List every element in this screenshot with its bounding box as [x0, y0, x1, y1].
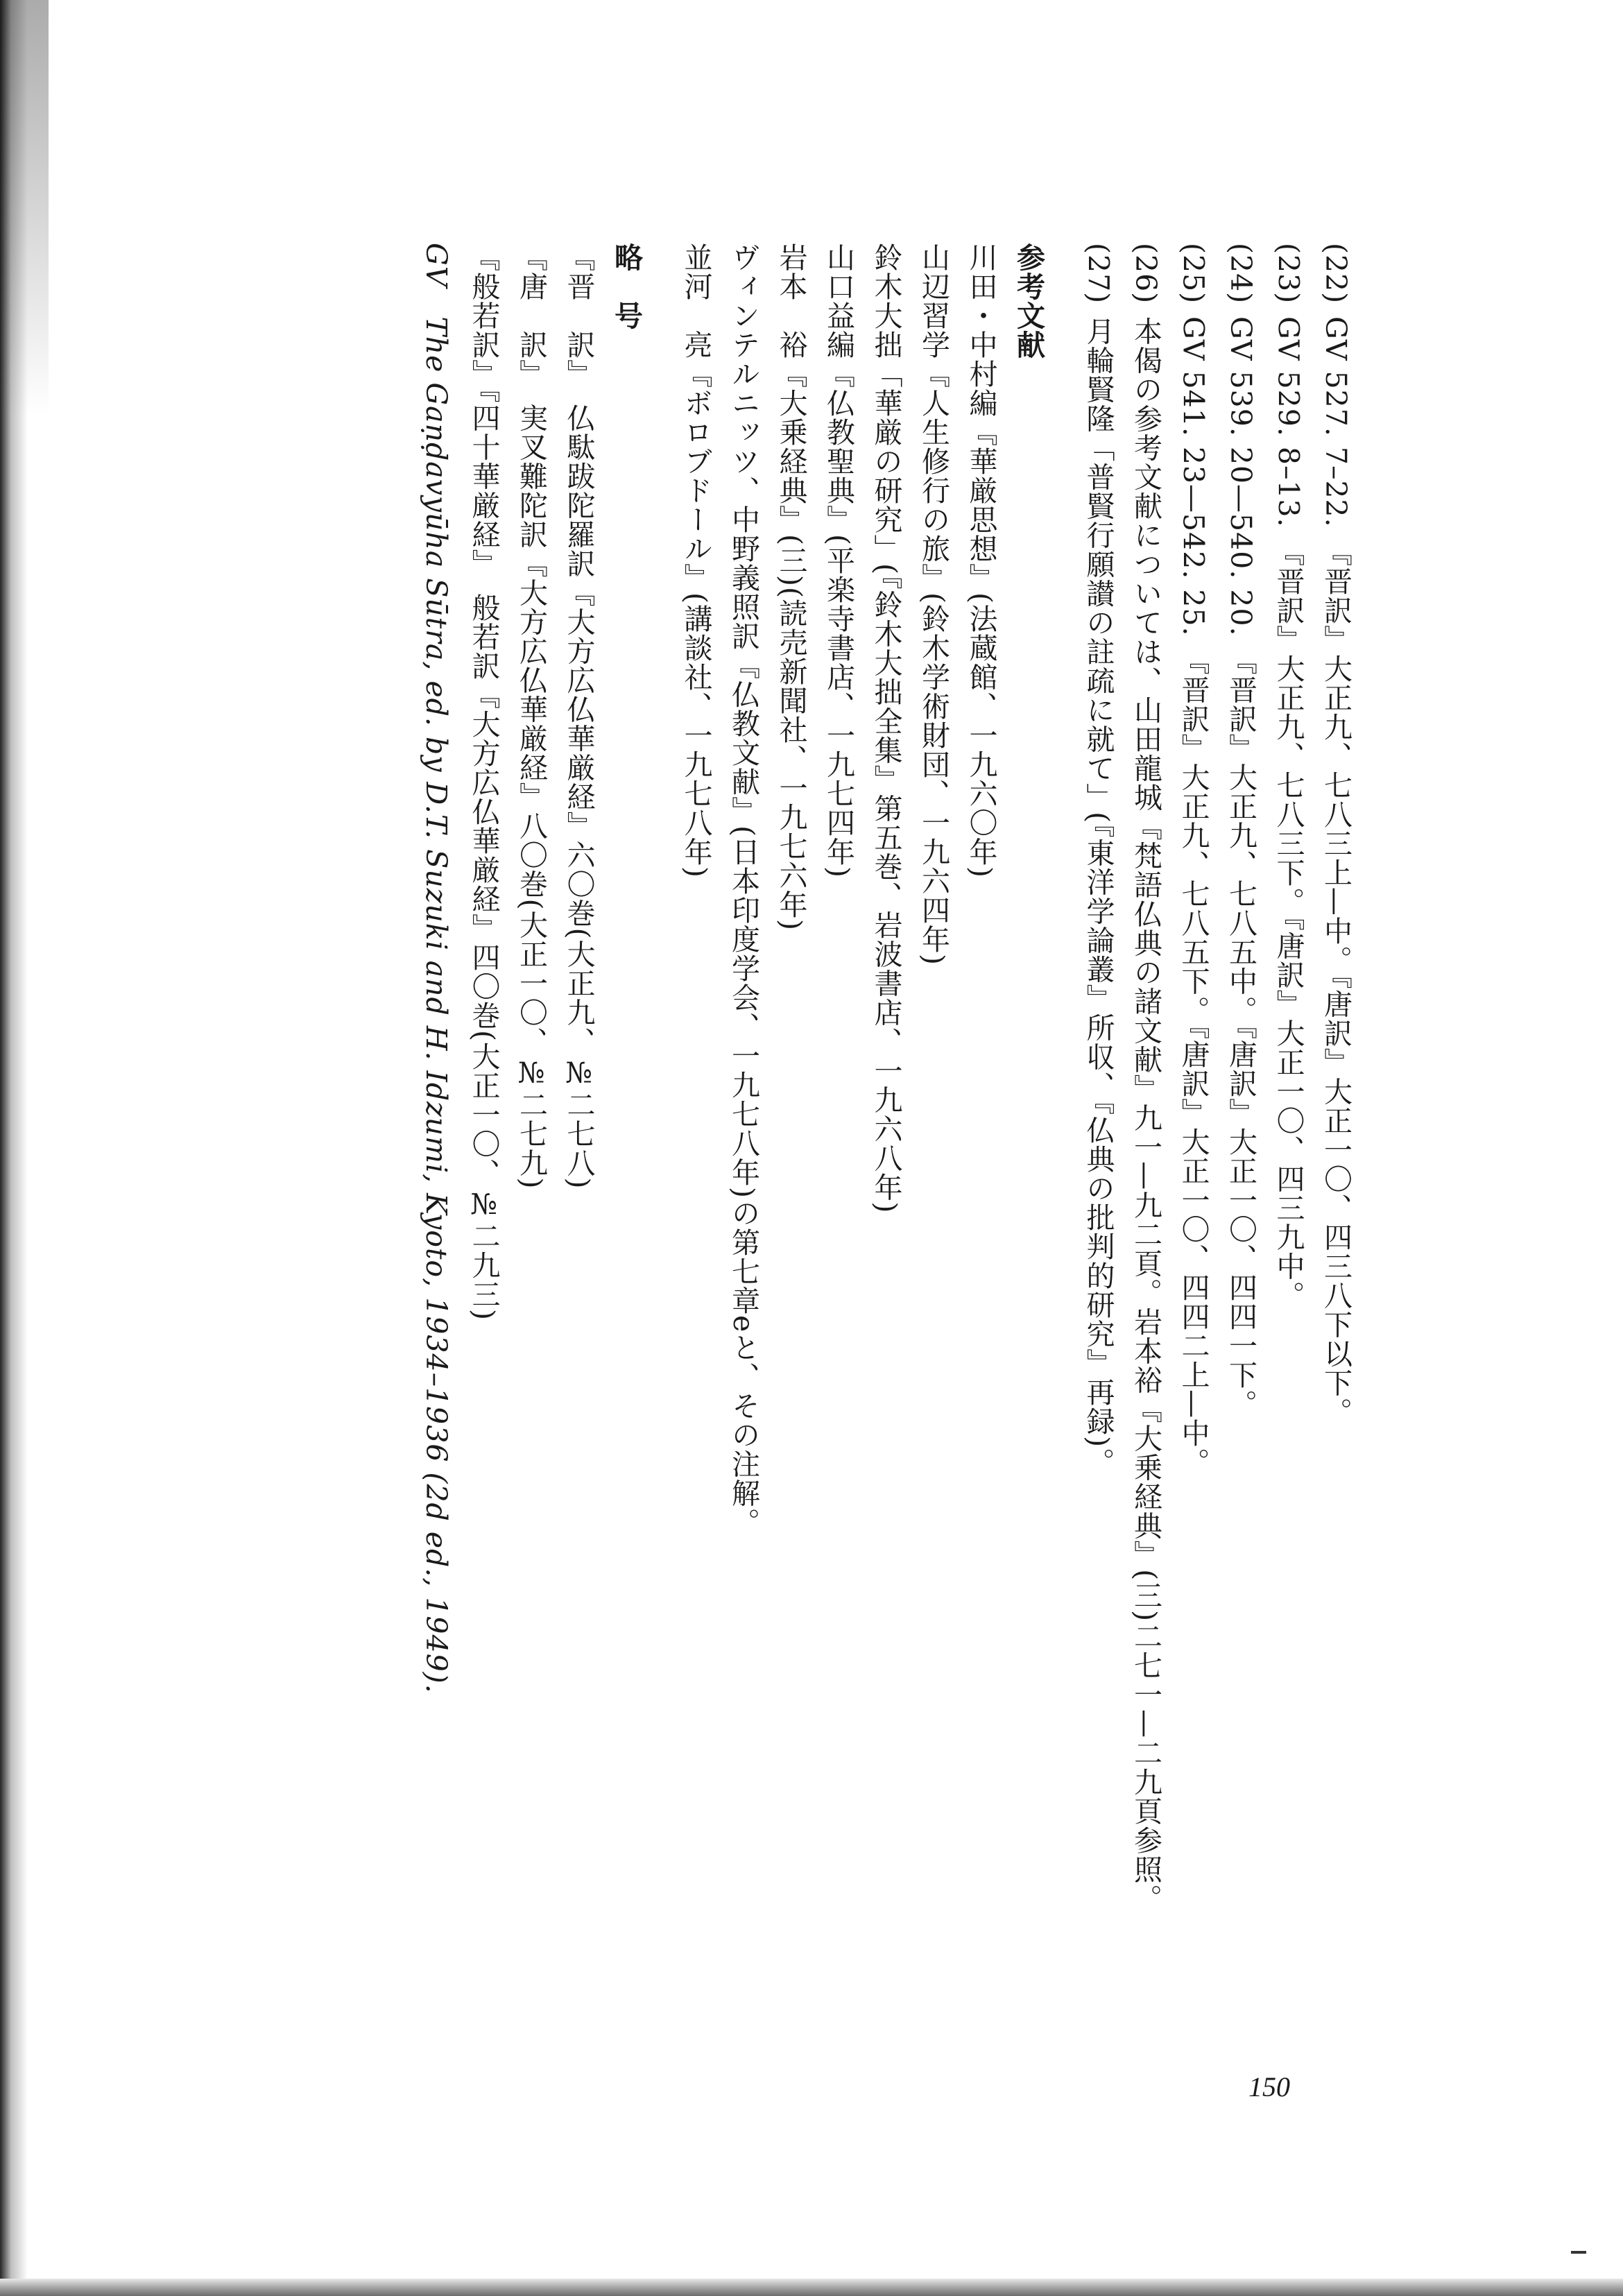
page-number: 150 — [1248, 2071, 1290, 2102]
corner-mark — [1571, 2251, 1586, 2254]
note-27: (27)月輪賢隆「普賢行願讃の註疏に就て」(『東洋学論叢』所収、『仏典の批判的研究』再録)。 — [1081, 243, 1115, 1477]
reference-item: 並河 亮『ボロブドール』(講談社、一九七八年) — [679, 243, 713, 878]
abbreviation-item: GV The Gaṇḍavyūha Sūtra, ed. by D.T. Suzuki and H. Idzumi, Kyoto, 1934–1936 (2d ed., 1949). — [420, 243, 453, 1694]
abbreviation-item: 『晋 訳』 仏駄跋陀羅訳『大方広仏華厳経』六〇巻(大正九、№二七八) — [562, 243, 596, 1190]
reference-item: 岩本 裕『大乗経典』(三)(読売新聞社、一九七六年) — [774, 243, 808, 931]
scan-edge-speckle — [0, 0, 49, 416]
references-heading: 参考文献 — [1012, 243, 1045, 359]
note-24: (24)GV 539. 20—540. 20. 『晋訳』大正九、七八五中。『唐訳』大正一〇、四四一下。 — [1224, 243, 1257, 1419]
note-23: (23)GV 529. 8–13. 『晋訳』大正九、七八三下。『唐訳』大正一〇、四三九中。 — [1271, 243, 1305, 1310]
section-gap — [1052, 243, 1074, 1908]
reference-item: 山辺習学『人生修行の旅』(鈴木学術財団、一九六四年) — [917, 243, 950, 966]
scan-bottom-edge — [0, 2279, 1623, 2296]
note-22: (22)GV 527. 7–22. 『晋訳』大正九、七八三上—中。『唐訳』大正一〇、四三八下以下。 — [1319, 243, 1352, 1427]
reference-item: 川田・中村編『華厳思想』(法蔵館、一九六〇年) — [964, 243, 998, 878]
reference-item: 鈴木大拙「華厳の研究」(『鈴木大拙全集』第五巻、岩波書店、一九六八年) — [869, 243, 903, 1214]
note-25: (25)GV 541. 23—542. 25. 『晋訳』大正九、七八五下。『唐訳』大正一〇、四四二上—中。 — [1176, 243, 1210, 1477]
abbreviation-item: 『唐 訳』 実叉難陀訳『大方広仏華厳経』八〇巻(大正一〇、№二七九) — [515, 243, 548, 1190]
reference-item: 山口益編『仏教聖典』(平楽寺書店、一九七四年) — [822, 243, 855, 878]
note-26: (26)本偈の参考文献については、山田龍城『梵語仏典の諸文献』九一—九二頁。岩本裕『大乗経典』(三)二七一—二九頁参照。 — [1129, 243, 1162, 1914]
vertical-text-body — [277, 243, 1359, 1914]
abbreviations-heading: 略 号 — [610, 243, 643, 330]
section-gap — [650, 243, 672, 1908]
reference-item: ヴィンテルニッツ、中野義照訳『仏教文献』(日本印度学会、一九七八年)の第七章eと、その注解。 — [727, 243, 760, 1537]
abbreviation-item: 『般若訳』『四十華厳経』 般若訳『大方広仏華厳経』四〇巻(大正一〇、№二九三) — [467, 243, 501, 1321]
